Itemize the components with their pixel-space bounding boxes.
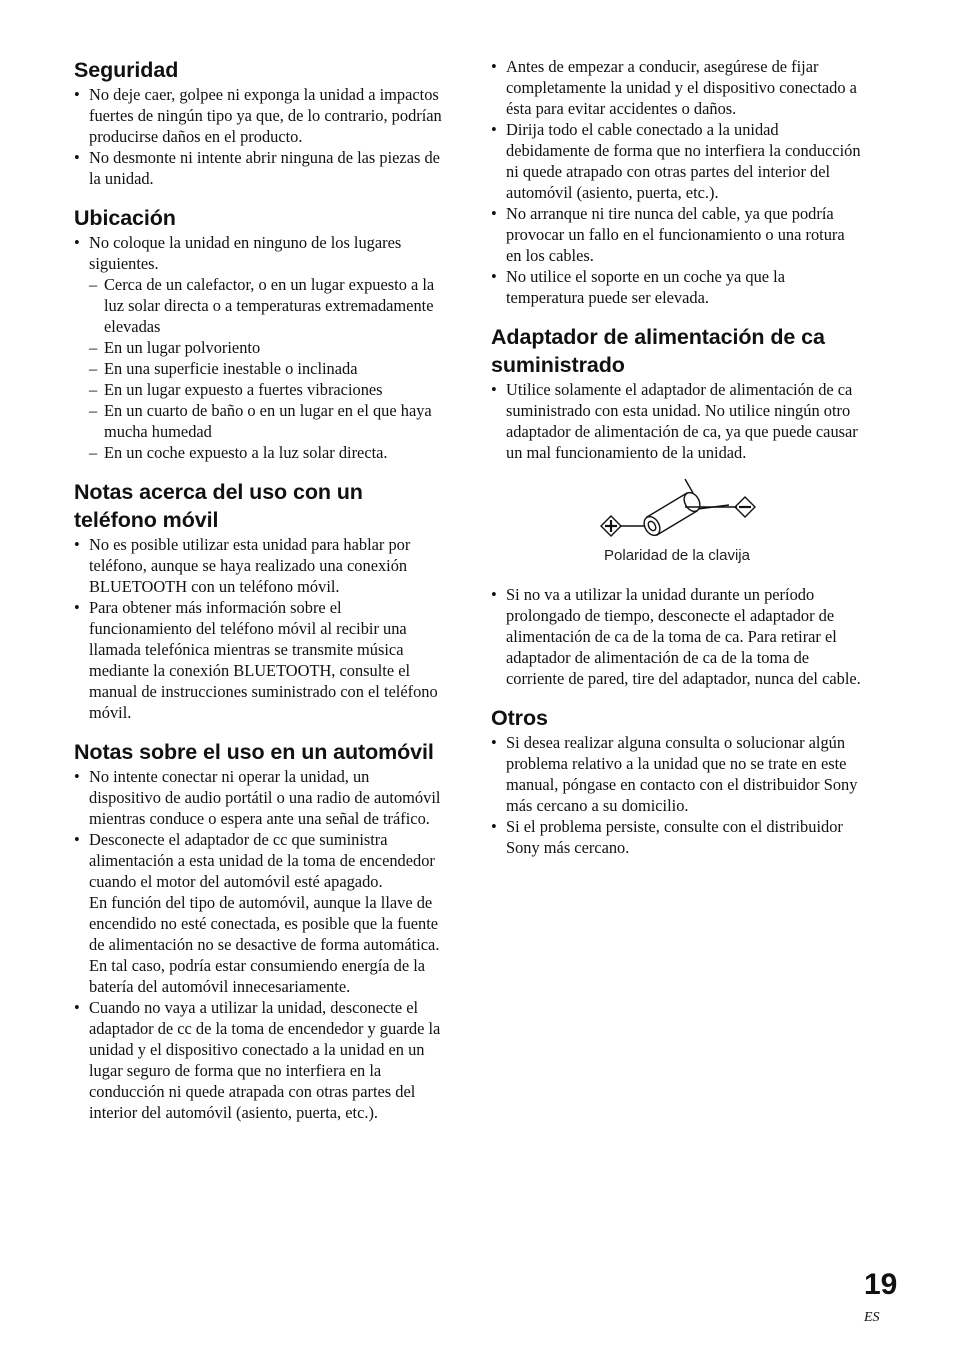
heading-adaptador: Adaptador de alimentación de ca suministrado xyxy=(491,325,825,377)
heading-seguridad: Seguridad xyxy=(74,58,179,82)
sublist-item: – Cerca de un calefactor, o en un lugar expuesto a la luz solar directa o a temperaturas extremadamente elevadas xyxy=(89,274,444,337)
sublist-ubicacion xyxy=(89,274,444,463)
list-automovil-continued xyxy=(491,56,863,308)
list-item xyxy=(74,829,444,997)
list-telefono xyxy=(74,534,444,723)
list-item xyxy=(74,232,444,463)
list-otros xyxy=(491,732,863,858)
left-column xyxy=(74,56,444,1138)
list-item-text: • Desconecte el adaptador de cc que suministra alimentación a esta unidad de la toma de encendedor cuando el motor del automóvil esté apagado. xyxy=(89,830,435,891)
list-item: • Si desea realizar alguna consulta o solucionar algún problema relativo a la unidad que no se trate en este manual, póngase en contacto con el distribuidor Sony más cercano a su domicilio. xyxy=(491,732,863,816)
sublist-item: – En un cuarto de baño o en un lugar en el que haya mucha humedad xyxy=(89,400,444,442)
list-item: • No deje caer, golpee ni exponga la unidad a impactos fuertes de ningún tipo ya que, de lo contrario, podrían producirse daños en el producto. xyxy=(74,84,444,147)
list-item: • Si no va a utilizar la unidad durante un período prolongado de tiempo, desconecte el adaptador de alimentación de ca de la toma de ca. Para retirar el adaptador de alimentación de ca de la toma de corriente de pared, tire del adaptador, nunca del cable. xyxy=(491,584,863,689)
list-item: • Dirija todo el cable conectado a la unidad debidamente de forma que no interfiera la conducción ni quede atrapado con otras partes del interior del automóvil (asiento, puerta, etc.). xyxy=(491,119,863,203)
heading-automovil: Notas sobre el uso en un automóvil xyxy=(74,740,434,764)
heading-ubicacion: Ubicación xyxy=(74,206,176,230)
list-automovil xyxy=(74,766,444,1123)
list-item: • Utilice solamente el adaptador de alimentación de ca suministrado con esta unidad. No utilice ningún otro adaptador de alimentación de ca, ya que puede causar un mal funcionamiento de la unidad. xyxy=(491,379,863,463)
language-code: ES xyxy=(864,1310,880,1325)
section-automovil xyxy=(74,738,444,1123)
list-adaptador-2 xyxy=(491,584,863,689)
list-item: • No arranque ni tire nunca del cable, ya que podría provocar un fallo en el funcionamiento o una rotura en los cables. xyxy=(491,203,863,266)
section-automovil-continued xyxy=(491,56,863,308)
heading-telefono: Notas acerca del uso con un teléfono móvil xyxy=(74,480,363,532)
sublist-item: – En un coche expuesto a la luz solar directa. xyxy=(89,442,444,463)
section-adaptador xyxy=(491,323,863,689)
plug-polarity-icon xyxy=(597,473,757,539)
list-ubicacion xyxy=(74,232,444,463)
list-item: • No utilice el soporte en un coche ya que la temperatura puede ser elevada. xyxy=(491,266,863,308)
section-seguridad xyxy=(74,56,444,189)
list-item: • Cuando no vaya a utilizar la unidad, desconecte el adaptador de cc de la toma de encendedor y guarde la unidad y el dispositivo conectado a la unidad en un lugar seguro de forma que no interfiera en la conducción ni quede atrapada con otras partes del interior del automóvil (asiento, puerta, etc.). xyxy=(74,997,444,1123)
list-seguridad xyxy=(74,84,444,189)
right-column xyxy=(491,56,863,873)
list-item: • No desmonte ni intente abrir ninguna de las piezas de la unidad. xyxy=(74,147,444,189)
list-item-continuation: En función del tipo de automóvil, aunque la llave de encendido no esté conectada, es posible que la fuente de alimentación no se desactive de forma automática. En tal caso, podría estar consumiendo energía de la batería del automóvil innecesariamente. xyxy=(89,893,440,996)
list-item-text: No coloque la unidad en ninguno de los lugares siguientes. xyxy=(89,233,402,273)
figure-caption: Polaridad de la clavija xyxy=(604,547,750,564)
sublist-item: – En un lugar expuesto a fuertes vibraciones xyxy=(89,379,444,400)
heading-otros: Otros xyxy=(491,706,548,730)
list-item: • No intente conectar ni operar la unidad, un dispositivo de audio portátil o una radio de automóvil mientras conduce o espera ante una señal de tráfico. xyxy=(74,766,444,829)
section-otros xyxy=(491,704,863,858)
list-item: • Si el problema persiste, consulte con el distribuidor Sony más cercano. xyxy=(491,816,863,858)
sublist-item: – En una superficie inestable o inclinada xyxy=(89,358,444,379)
sublist-item: – En un lugar polvoriento xyxy=(89,337,444,358)
section-telefono xyxy=(74,478,444,723)
list-adaptador xyxy=(491,379,863,463)
list-item: • Antes de empezar a conducir, asegúrese de fijar completamente la unidad y el dispositivo conectado a ésta para evitar accidentes o daños. xyxy=(491,56,863,119)
list-item: • No es posible utilizar esta unidad para hablar por teléfono, aunque se haya realizado una conexión BLUETOOTH con un teléfono móvil. xyxy=(74,534,444,597)
page-number: 19 xyxy=(864,1268,898,1301)
plug-polarity-figure xyxy=(491,473,863,566)
section-ubicacion xyxy=(74,204,444,463)
list-item: • Para obtener más información sobre el funcionamiento del teléfono móvil al recibir una llamada telefónica mientras se transmite música mediante la conexión BLUETOOTH, consulte el manual de instrucciones suministrado con el teléfono móvil. xyxy=(74,597,444,723)
